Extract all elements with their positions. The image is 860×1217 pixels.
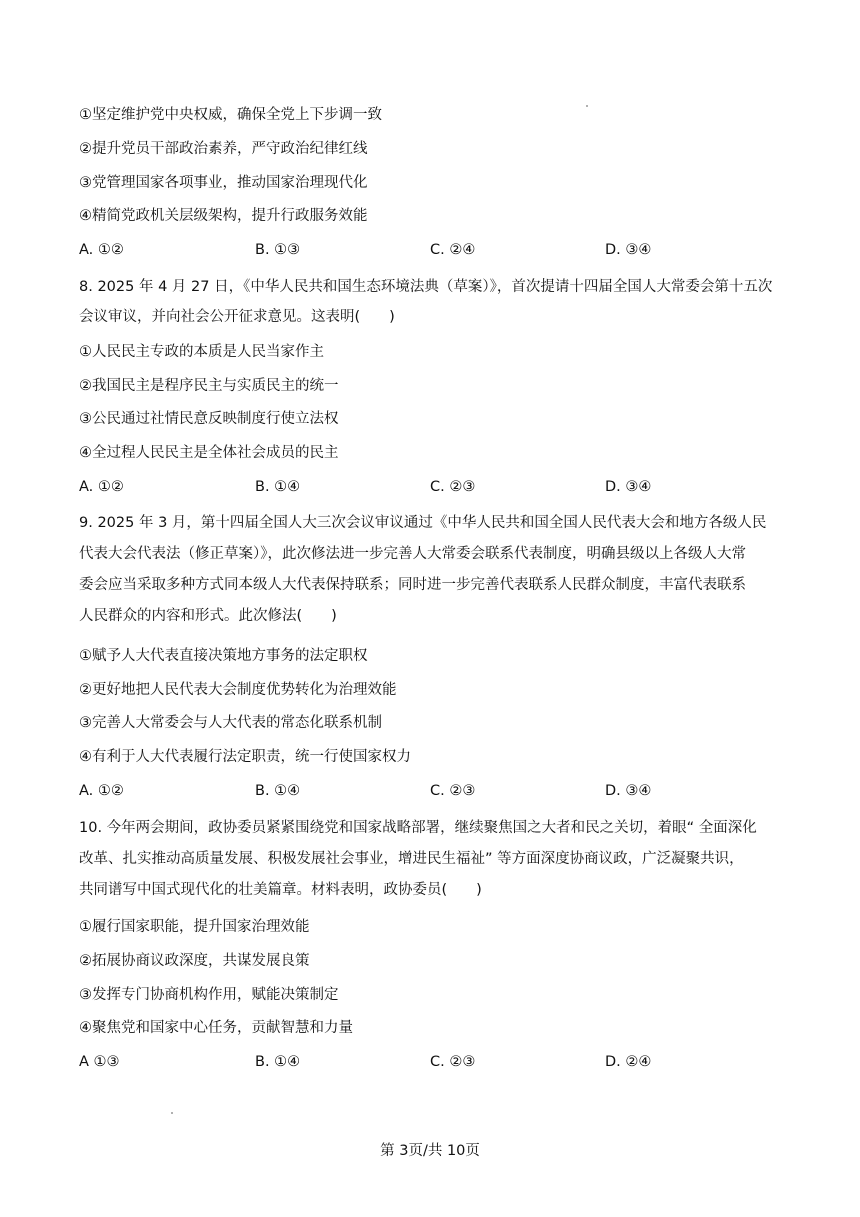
q8-choice-a: A. ①②	[79, 479, 124, 495]
q9-choice-b: B. ①④	[255, 783, 301, 799]
q9-stem-line-2: 代表大会代表法（修正草案）》，此次修法进一步完善人大常委会联系代表制度，明确县级以上各级人大常	[79, 546, 746, 562]
q9-choice-a: A. ①②	[79, 783, 124, 799]
q8-choice-c: C. ②③	[430, 479, 476, 495]
scan-speck	[586, 105, 588, 107]
q10-choice-b: B. ①④	[255, 1054, 301, 1070]
q7-statement-3: ③党管理国家各项事业，推动国家治理现代化	[79, 175, 368, 191]
q9-stem-line-4: 人民群众的内容和形式。此次修法( )	[79, 608, 337, 624]
q9-choice-d: D. ③④	[605, 783, 652, 799]
q9-statement-4: ④有利于人大代表履行法定职责，统一行使国家权力	[79, 749, 411, 765]
q7-statement-4: ④精简党政机关层级架构，提升行政服务效能	[79, 208, 368, 224]
q10-statement-3: ③发挥专门协商机构作用，赋能决策制定	[79, 987, 339, 1003]
q8-stem-line-2: 会议审议，并向社会公开征求意见。这表明( )	[79, 309, 395, 325]
q10-statement-2: ②拓展协商议政深度，共谋发展良策	[79, 953, 310, 969]
q10-stem-line-1: 10. 今年两会期间，政协委员紧紧围绕党和国家战略部署，继续聚焦国之大者和民之关切，着眼“ 全面深化	[79, 820, 757, 836]
q8-choice-d: D. ③④	[605, 479, 652, 495]
q8-statement-2: ②我国民主是程序民主与实质民主的统一	[79, 378, 339, 394]
q7-statement-2: ②提升党员干部政治素养，严守政治纪律红线	[79, 141, 368, 157]
q10-statement-4: ④聚焦党和国家中心任务，贡献智慧和力量	[79, 1020, 353, 1036]
q10-choice-a: A ①③	[79, 1054, 120, 1070]
q8-choice-b: B. ①④	[255, 479, 301, 495]
q8-statement-4: ④全过程人民民主是全体社会成员的民主	[79, 445, 339, 461]
q7-choice-a: A. ①②	[79, 242, 124, 258]
q9-statement-1: ①赋予人大代表直接决策地方事务的法定职权	[79, 648, 368, 664]
q8-statement-1: ①人民民主专政的本质是人民当家作主	[79, 344, 324, 360]
q9-choice-c: C. ②③	[430, 783, 476, 799]
q10-stem-line-3: 共同谱写中国式现代化的壮美篇章。材料表明，政协委员( )	[79, 882, 482, 898]
q9-statement-3: ③完善人大常委会与人大代表的常态化联系机制	[79, 715, 382, 731]
q9-statement-2: ②更好地把人民代表大会制度优势转化为治理效能	[79, 682, 397, 698]
q10-choice-d: D. ②④	[605, 1054, 652, 1070]
q9-stem-line-1: 9. 2025 年 3 月，第十四届全国人大三次会议审议通过《中华人民共和国全国人民代表大会和地方各级人民	[79, 515, 767, 531]
q8-statement-3: ③公民通过社情民意反映制度行使立法权	[79, 411, 339, 427]
q8-stem-line-1: 8. 2025 年 4 月 27 日，《中华人民共和国生态环境法典（草案）》，首次提请十四届全国人大常委会第十五次	[79, 279, 773, 295]
q10-stem-line-2: 改革、扎实推动高质量发展、积极发展社会事业，增进民生福祉” 等方面深度协商议政，广泛凝聚共识，	[79, 851, 744, 867]
q10-choice-c: C. ②③	[430, 1054, 476, 1070]
q10-statement-1: ①履行国家职能，提升国家治理效能	[79, 919, 310, 935]
page-footer: 第 3页/共 10页	[380, 1143, 480, 1159]
q7-statement-1: ①坚定维护党中央权威，确保全党上下步调一致	[79, 107, 382, 123]
q7-choice-b: B. ①③	[255, 242, 301, 258]
scan-speck	[171, 1112, 173, 1114]
q9-stem-line-3: 委会应当采取多种方式同本级人大代表保持联系；同时进一步完善代表联系人民群众制度，丰富代表联系	[79, 577, 746, 593]
q7-choice-d: D. ③④	[605, 242, 652, 258]
q7-choice-c: C. ②④	[430, 242, 476, 258]
